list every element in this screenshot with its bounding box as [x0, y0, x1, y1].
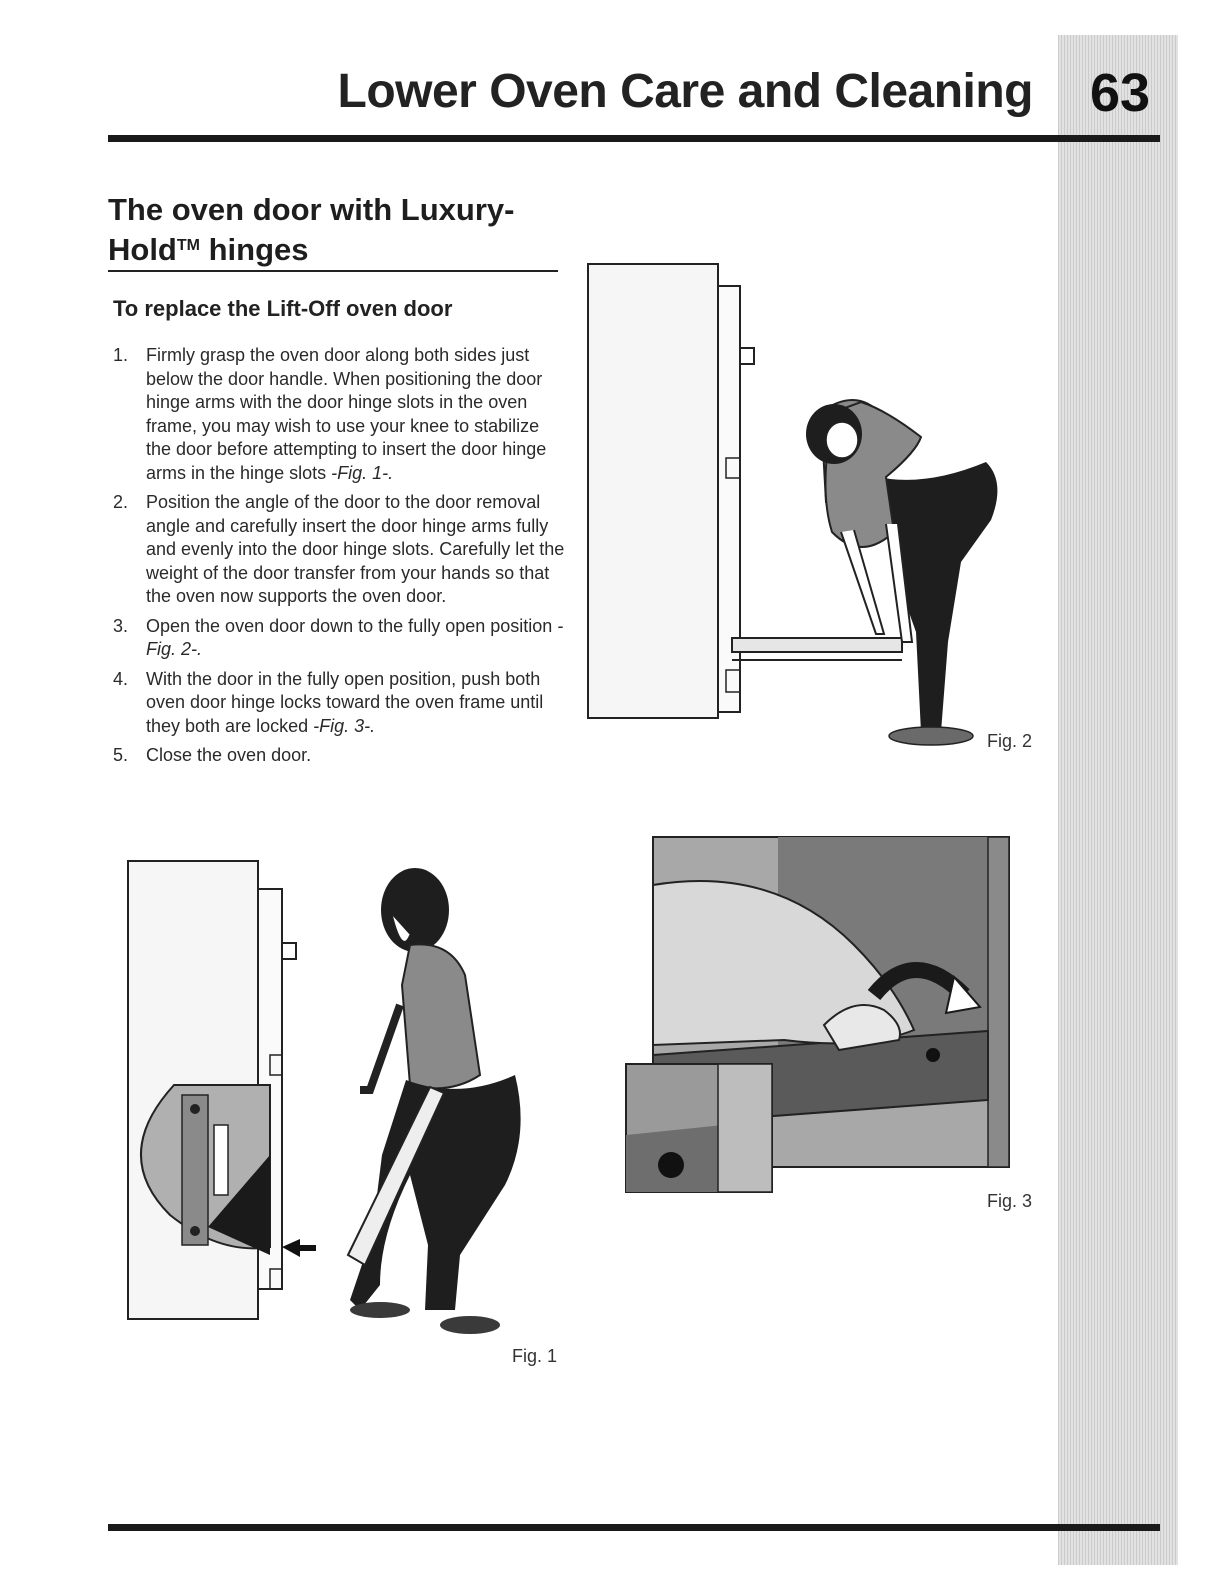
section-title-hold: Hold	[108, 232, 177, 267]
figure-2-caption: Fig. 2	[987, 731, 1033, 751]
page-title: Lower Oven Care and Cleaning	[337, 65, 1033, 118]
figure-reference: -Fig. 3-.	[313, 715, 376, 736]
step-number: 3.	[113, 615, 129, 636]
section-title-hinges: hinges	[199, 232, 309, 267]
step-text: Position the angle of the door to the door removal angle and carefully insert the door hinge arms fully and evenly into the door hinge slots. Carefully let the weight of the door transfer from your hands so that the oven now supports the oven door.	[146, 492, 565, 606]
figure-3-illustration	[624, 835, 1014, 1197]
page-number: 63	[1089, 63, 1151, 123]
step-item	[113, 744, 568, 768]
footer-rule	[108, 1524, 1160, 1531]
step-item	[113, 491, 568, 609]
subsection-title: To replace the Lift-Off oven door	[113, 296, 453, 321]
step-text: Close the oven door.	[146, 745, 312, 765]
step-item	[113, 615, 568, 662]
figure-1-caption: Fig. 1	[512, 1346, 558, 1366]
figure-2-illustration	[586, 262, 1046, 752]
figure-reference: -Fig. 2-.	[146, 615, 564, 659]
figure-3-caption: Fig. 3	[987, 1191, 1033, 1211]
figure-1-illustration	[110, 855, 550, 1343]
figure-reference: -Fig. 1-.	[331, 462, 394, 483]
step-item	[113, 344, 568, 485]
step-number: 2.	[113, 492, 129, 512]
section-title	[108, 192, 578, 268]
instruction-steps	[113, 344, 568, 774]
step-number: 1.	[113, 345, 129, 365]
header-rule	[108, 135, 1160, 142]
section-title-line1: The oven door with Luxury-	[108, 192, 515, 227]
step-text: With the door in the fully open position, push both oven door hinge locks toward the oven frame until they both are locked	[146, 668, 544, 736]
step-number: 5.	[113, 745, 129, 765]
step-number: 4.	[113, 668, 129, 689]
side-tab-band	[1058, 35, 1178, 1565]
step-item	[113, 668, 568, 739]
section-rule	[108, 270, 558, 272]
step-text: Firmly grasp the oven door along both sides just below the door handle. When positioning the door hinge arms with the door hinge slots in the oven frame, you may wish to use your knee to stabilize the door before attempting to insert the door hinge arms in the hinge slots	[146, 345, 547, 483]
step-text: Open the oven door down to the fully open position	[146, 615, 558, 636]
trademark-mark: TM	[176, 237, 200, 254]
